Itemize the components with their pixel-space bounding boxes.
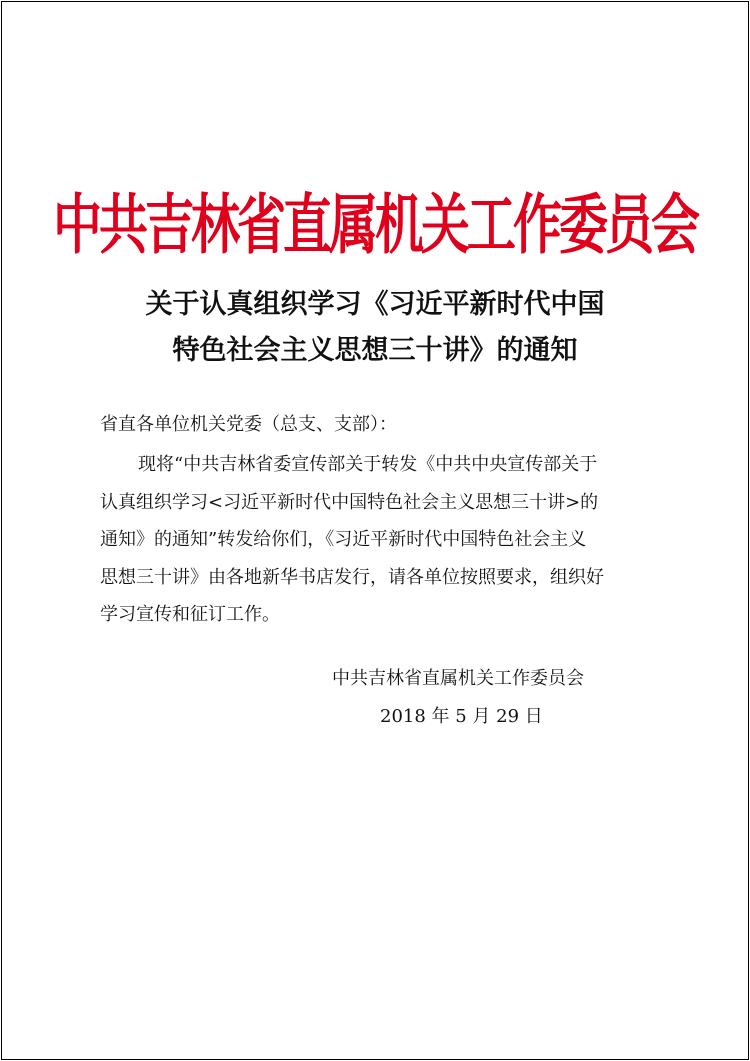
body-line-3: 通知》的通知”转发给你们，《习近平新时代中国特色社会主义: [100, 529, 587, 550]
issue-date: 2018 年 5 月 29 日: [380, 706, 543, 727]
body-line-5: 学习宣传和征订工作。: [100, 604, 280, 625]
body-line-4: 思想三十讲》由各地新华书店发行，请各单位按照要求，组织好: [100, 566, 604, 588]
body-line-1: 现将“中共吉林省委宣传部关于转发《中共中央宣传部关于: [138, 454, 598, 475]
addressee-line: 省直各单位机关党委（总支、支部）：: [100, 414, 397, 435]
notice-title-line-2: 特色社会主义思想三十讲》的通知: [172, 335, 578, 366]
document-page: [1, 1, 749, 1060]
notice-title: [2, 282, 748, 374]
body-line-2: 认真组织学习<习近平新时代中国特色社会主义思想三十讲>的: [100, 491, 599, 513]
notice-body: [100, 446, 660, 634]
issuing-org-header: 中共吉林省直属机关工作委员会: [52, 187, 697, 264]
signature-org: 中共吉林省直属机关工作委员会: [332, 668, 584, 689]
notice-title-line-1: 关于认真组织学习《习近平新时代中国: [145, 289, 605, 320]
